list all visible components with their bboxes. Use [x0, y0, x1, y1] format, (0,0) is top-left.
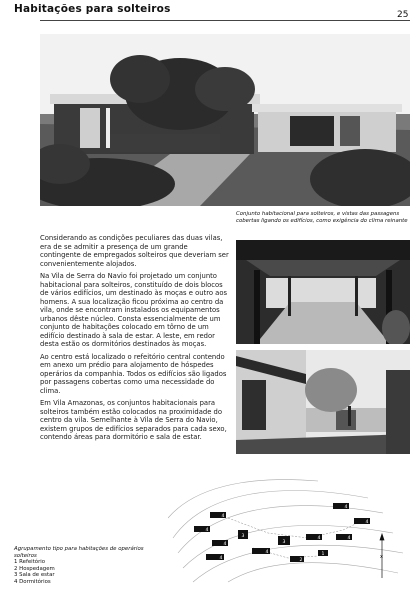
plan-label: 4 [344, 505, 348, 510]
plan-label: 4 [265, 550, 269, 555]
plan-label: 4 [219, 556, 223, 561]
paragraph: Em Vila Amazonas, os conjuntos habitacionais para solteiros também estão colocados na proximidade do centro da vila. Semelhante à Vila de Serra do Navio, existem grupos de edifícios separados para cada sexo, contendo áreas para dormitório e sala de estar. [40, 399, 227, 441]
legend-item: 3 Sala de estar [14, 572, 55, 579]
plan-label: 1 [321, 552, 325, 557]
plan-label: 4 [347, 536, 351, 541]
legend-item: 1 Refeitório [14, 559, 46, 566]
plan-label: 2 [299, 558, 303, 563]
body-text [40, 234, 230, 446]
plan-label: 4 [365, 520, 369, 525]
photo-covered-walkway-1 [236, 240, 410, 344]
legend-item: 2 Hospedagem [14, 565, 55, 572]
legend-title: Agrupamento tipo para habitações de operários solteiros [14, 546, 144, 559]
plan-legend [14, 546, 154, 586]
page-title: Habitações para solteiros [14, 3, 171, 15]
legend-item: 4 Dormitórios [14, 578, 51, 585]
plan-label: 4 [223, 542, 227, 547]
paragraph: Na Vila de Serra do Navio foi projetado um conjunto habitacional para solteiros, constituído de dois blocos de vários edifícios, um destinado às moças e outro aos homens. A sua localização ficou próxima ao centro da vila, onde se encontram instalados os equipamentos urbanos dêste núcleo. Consta essencialmente de um conjunto de habitações colocado em tôrno de um edifício destinado à sala de estar. A leste, em redor desta estão os dormitórios destinados às moças. [40, 272, 228, 348]
plan-label: 3 [282, 540, 286, 545]
plan-label: 4 [317, 536, 321, 541]
header-rule [40, 20, 410, 21]
plan-label: 4 [221, 514, 225, 519]
plan-label: 4 [205, 528, 209, 533]
photo-covered-walkway-2 [236, 350, 410, 454]
paragraph: Ao centro está localizado o refeitório central contendo em anexo um prédio para alojamento de hóspedes operários da companhia. Todos os edifícios são ligados por passagens cobertas como uma necessidade do clima. [40, 352, 227, 395]
site-plan [168, 478, 408, 584]
photo-housing-complex [40, 34, 410, 206]
page-number: 25 [397, 10, 409, 20]
plan-label: 3 [241, 534, 245, 539]
paragraph: Considerando as condições peculiares das duas vilas, era de se admitir a presença de um grande contingente de empregados solteiros que deveriam ser convenientemente alojados. [40, 234, 229, 268]
photo-caption: Conjunto habitacional para solteiros, e vistas das passagens cobertas ligando os edifícios, como exigência do clima reinante [236, 211, 408, 224]
plan-axis-label: x [380, 554, 383, 560]
